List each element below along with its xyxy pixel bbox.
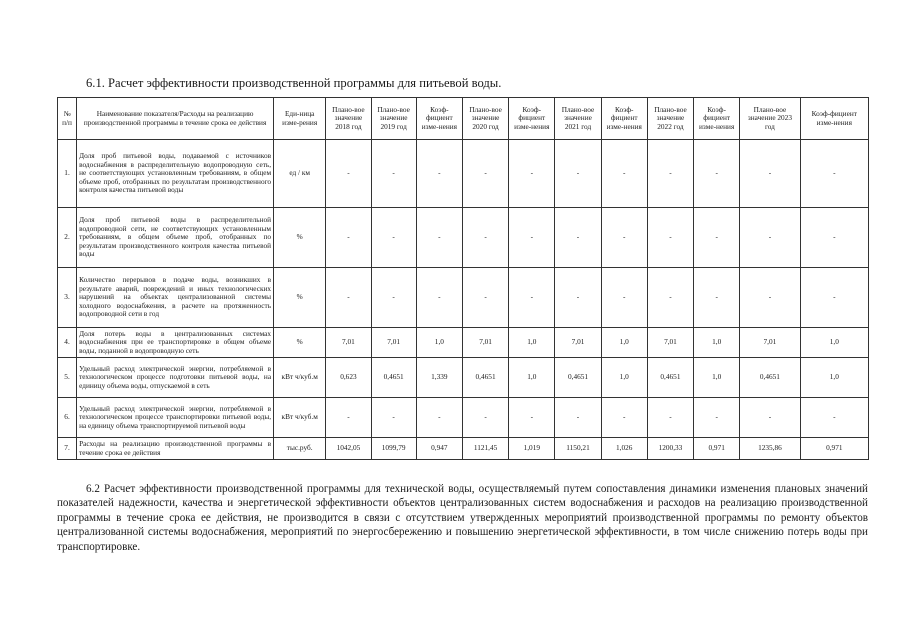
header-cell: Коэф-фициент изме-нения xyxy=(694,98,740,140)
header-cell: Коэф-фициент изме-нения xyxy=(416,98,462,140)
unit-cell: % xyxy=(274,208,326,268)
value-cell: - xyxy=(509,398,555,438)
unit-cell: % xyxy=(274,268,326,328)
value-cell: - xyxy=(371,140,416,208)
table-row xyxy=(58,438,869,460)
value-cell: - xyxy=(509,140,555,208)
value-cell: 1,0 xyxy=(694,358,740,398)
header-cell: Плано-вое значение 2019 год xyxy=(371,98,416,140)
row-number: 3. xyxy=(58,268,77,328)
value-cell: 0,4651 xyxy=(371,358,416,398)
header-cell: Плано-вое значение 2020 год xyxy=(462,98,508,140)
value-cell: - xyxy=(647,208,693,268)
value-cell: 1,0 xyxy=(416,328,462,358)
value-cell: - xyxy=(462,140,508,208)
value-cell: 1,0 xyxy=(601,328,647,358)
table-row xyxy=(58,140,869,208)
value-cell: - xyxy=(601,268,647,328)
value-cell: - xyxy=(601,208,647,268)
value-cell: - xyxy=(740,140,800,208)
indicator-name: Удельный расход электрической энергии, потребляемой в технологическом процессе транспортировки питьевой воды, на единицу объема транспортируемой питьевой воды xyxy=(77,398,274,438)
section-heading: 6.1. Расчет эффективности производственной программы для питьевой воды. xyxy=(86,76,502,90)
indicator-name: Доля проб питьевой воды в распределительной водопроводной сети, не соответствующих установленным требованиям, в общем объеме проб, отобранных по результатам производственного контроля качества питьевой воды xyxy=(77,208,274,268)
table-row xyxy=(58,268,869,328)
table-row xyxy=(58,208,869,268)
value-cell: - xyxy=(694,398,740,438)
value-cell: - xyxy=(371,268,416,328)
header-cell: Коэф-фициент изме-нения xyxy=(800,98,868,140)
value-cell: - xyxy=(800,140,868,208)
value-cell: - xyxy=(371,208,416,268)
unit-cell: ед / км xyxy=(274,140,326,208)
value-cell: 7,01 xyxy=(647,328,693,358)
header-cell: Плано-вое значение 2022 год xyxy=(647,98,693,140)
value-cell: - xyxy=(509,268,555,328)
value-cell: - xyxy=(416,268,462,328)
value-cell: 1121,45 xyxy=(462,438,508,460)
value-cell: - xyxy=(800,398,868,438)
value-cell: - xyxy=(647,140,693,208)
unit-cell: кВт ч/куб.м xyxy=(274,358,326,398)
unit-cell: тыс.руб. xyxy=(274,438,326,460)
value-cell: - xyxy=(601,140,647,208)
value-cell: 7,01 xyxy=(740,328,800,358)
row-number: 5. xyxy=(58,358,77,398)
value-cell: 1,0 xyxy=(509,328,555,358)
value-cell: - xyxy=(462,398,508,438)
header-cell: Коэф-фициент изме-нения xyxy=(601,98,647,140)
value-cell: 0,4651 xyxy=(555,358,601,398)
value-cell: 1200,33 xyxy=(647,438,693,460)
value-cell: 0,4651 xyxy=(462,358,508,398)
row-number: 6. xyxy=(58,398,77,438)
value-cell: - xyxy=(416,140,462,208)
indicator-name: Доля потерь воды в централизованных системах водоснабжения при ее транспортировке в общем объеме воды, поданной в водопроводную сеть xyxy=(77,328,274,358)
value-cell: 0,623 xyxy=(326,358,371,398)
value-cell: 0,971 xyxy=(800,438,868,460)
header-cell: Еди-ница изме-рения xyxy=(274,98,326,140)
indicator-name: Доля проб питьевой воды, подаваемой с источников водоснабжения в распределительную водопроводную сеть, не соответствующих установленным требованиям, в общем объеме проб, отобранных по результатам производственного контроля качества питьевой воды xyxy=(77,140,274,208)
value-cell: 1235,86 xyxy=(740,438,800,460)
value-cell: - xyxy=(416,398,462,438)
header-cell: Коэф-фициент изме-нения xyxy=(509,98,555,140)
value-cell: 1,0 xyxy=(800,358,868,398)
section-paragraph: 6.2 Расчет эффективности производственной программы для технической воды, осуществляемый путем сопоставления динамики изменения плановых значений показателей надежности, качества и энергетической эффективности объектов централизованных систем водоснабжения и расходов на реализацию производственной программы в течение срока ее действия, не производится в связи с отсутствием утвержденных мероприятий производственной программы по ремонту объектов централизованной системы водоснабжения, мероприятий по энергосбережению и повышению энергетической эффективности, в том числе снижению потерь воды при транспортировке. xyxy=(57,483,868,553)
value-cell: - xyxy=(800,208,868,268)
value-cell: - xyxy=(555,268,601,328)
header-cell: Плано-вое значение 2023 год xyxy=(740,98,800,140)
indicator-name: Расходы на реализацию производственной программы в течение срока ее действия xyxy=(77,438,274,460)
value-cell: - xyxy=(509,208,555,268)
value-cell: 1,0 xyxy=(601,358,647,398)
value-cell: 1,019 xyxy=(509,438,555,460)
value-cell: 1042,05 xyxy=(326,438,371,460)
value-cell: - xyxy=(740,398,800,438)
row-number: 1. xyxy=(58,140,77,208)
value-cell: - xyxy=(416,208,462,268)
unit-cell: % xyxy=(274,328,326,358)
header-cell: Плано-вое значение 2018 год xyxy=(326,98,371,140)
value-cell: - xyxy=(555,208,601,268)
indicator-name: Количество перерывов в подаче воды, возникших в результате аварий, повреждений и иных технологических нарушений на объектах централизованной системы холодного водоснабжения, в расчете на протяженность водопроводной сети в год xyxy=(77,268,274,328)
value-cell: 1099,79 xyxy=(371,438,416,460)
value-cell: - xyxy=(694,208,740,268)
value-cell: - xyxy=(326,268,371,328)
table-row xyxy=(58,328,869,358)
value-cell: 7,01 xyxy=(555,328,601,358)
value-cell: - xyxy=(694,140,740,208)
value-cell: 0,4651 xyxy=(740,358,800,398)
value-cell: - xyxy=(740,208,800,268)
value-cell: 1,026 xyxy=(601,438,647,460)
header-cell: Плано-вое значение 2021 год xyxy=(555,98,601,140)
value-cell: - xyxy=(462,208,508,268)
value-cell: - xyxy=(555,140,601,208)
unit-cell: кВт ч/куб.м xyxy=(274,398,326,438)
value-cell: - xyxy=(371,398,416,438)
value-cell: - xyxy=(601,398,647,438)
value-cell: - xyxy=(462,268,508,328)
header-cell: № п/п xyxy=(58,98,77,140)
value-cell: 1,0 xyxy=(509,358,555,398)
value-cell: 1,0 xyxy=(694,328,740,358)
value-cell: 7,01 xyxy=(371,328,416,358)
value-cell: 0,4651 xyxy=(647,358,693,398)
table-header-row xyxy=(58,98,869,140)
value-cell: - xyxy=(326,140,371,208)
value-cell: 1150,21 xyxy=(555,438,601,460)
row-number: 7. xyxy=(58,438,77,460)
value-cell: 0,947 xyxy=(416,438,462,460)
value-cell: 7,01 xyxy=(326,328,371,358)
efficiency-table xyxy=(57,97,869,460)
value-cell: 7,01 xyxy=(462,328,508,358)
value-cell: 0,971 xyxy=(694,438,740,460)
value-cell: - xyxy=(326,208,371,268)
value-cell: - xyxy=(740,268,800,328)
value-cell: - xyxy=(800,268,868,328)
value-cell: - xyxy=(647,398,693,438)
value-cell: 1,339 xyxy=(416,358,462,398)
row-number: 2. xyxy=(58,208,77,268)
row-number: 4. xyxy=(58,328,77,358)
value-cell: 1,0 xyxy=(800,328,868,358)
indicator-name: Удельный расход электрической энергии, потребляемой в технологическом процессе подготовки питьевой воды, на единицу объема воды, отпускаемой в сеть xyxy=(77,358,274,398)
table-row xyxy=(58,398,869,438)
table-row xyxy=(58,358,869,398)
value-cell: - xyxy=(555,398,601,438)
header-cell: Наименование показателя/Расходы на реализацию производственной программы в течение срока ее действия xyxy=(77,98,274,140)
value-cell: - xyxy=(694,268,740,328)
value-cell: - xyxy=(647,268,693,328)
value-cell: - xyxy=(326,398,371,438)
